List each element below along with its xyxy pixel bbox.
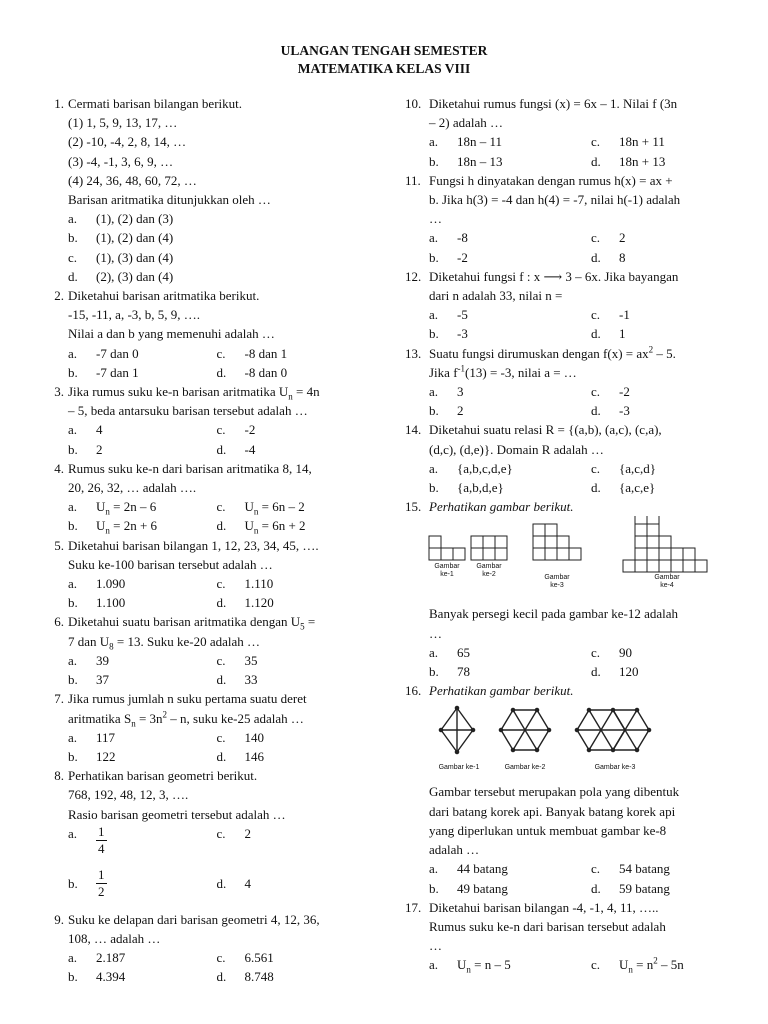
caption-gambar-3: Gambar ke-3 xyxy=(544,574,570,590)
option-c[interactable]: c. 90 xyxy=(591,644,632,660)
caption-gambar-2: Gambar ke-2 xyxy=(476,563,502,579)
option-b[interactable]: b. 2 xyxy=(429,403,464,419)
question-stem-cont: dari n adalah 33, nilai n = xyxy=(429,288,563,304)
question-number: 8. xyxy=(54,768,64,784)
option-c[interactable]: c. 1.110 xyxy=(216,576,274,592)
pattern-3 xyxy=(533,524,581,560)
option-c[interactable]: c. {a,c,d} xyxy=(591,460,657,476)
question-body-4: adalah … xyxy=(429,842,480,858)
question-5 xyxy=(40,536,365,613)
sequence: -15, -11, a, -3, b, 5, 9, …. xyxy=(68,307,201,323)
header-subtitle: MATEMATIKA KELAS VIII xyxy=(297,61,471,76)
option-a[interactable]: a. (1), (2) dan (3) xyxy=(68,211,174,227)
question-stem: Jika rumus suku ke-n barisan aritmatika $U_n = 4n$ xyxy=(68,384,320,402)
matchstick-pattern-svg xyxy=(429,704,659,762)
option-b[interactable]: b. 4.394 xyxy=(68,969,126,985)
option-c[interactable]: c. -1 xyxy=(591,307,630,323)
option-a[interactable]: a. 2.187 xyxy=(68,950,126,966)
option-a[interactable]: a. 18n – 11 xyxy=(429,134,503,150)
right-column xyxy=(405,94,753,975)
question-2 xyxy=(40,286,365,382)
question-stem: Diketahui suatu barisan aritmatika dengan $U_5$ = xyxy=(68,614,316,633)
option-c[interactable]: c. 35 xyxy=(216,652,258,668)
question-number: 16. xyxy=(405,683,422,699)
question-stem-cont: aritmatika $S_n = 3n^2 - n$, suku ke-25 adalah … xyxy=(68,709,304,729)
question-number: 6. xyxy=(54,614,64,630)
option-grid xyxy=(429,859,753,897)
option-a[interactable]: a. {a,b,c,d,e} xyxy=(429,460,513,476)
fraction: $\frac{1}{2}$ xyxy=(98,867,105,900)
question-stem: Diketahui barisan bilangan -4, -1, 4, 11, ….. xyxy=(429,899,659,915)
option-b[interactable]: b. 2 xyxy=(68,441,103,457)
header-title: ULANGAN TENGAH SEMESTER xyxy=(280,43,488,58)
square-pattern-figure xyxy=(427,516,717,604)
pattern-1 xyxy=(429,536,465,560)
option-b[interactable]: b. -7 dan 1 xyxy=(68,364,139,380)
option-b[interactable]: b. $\frac{1}{2}$ xyxy=(68,867,105,900)
option-b[interactable]: b. $U_n = 2n + 6$ xyxy=(68,518,158,537)
option-a[interactable]: a. -8 xyxy=(429,230,468,246)
option-grid xyxy=(68,497,365,535)
option-c[interactable]: c. -2 xyxy=(591,384,630,400)
option-d[interactable]: d. 8.748 xyxy=(216,969,274,985)
question-stem-cont: 20, 26, 32, … adalah …. xyxy=(68,480,197,496)
option-a[interactable]: a. $U_n = n - 5$ xyxy=(429,957,511,975)
option-c[interactable]: c. 6.561 xyxy=(216,950,274,966)
question-14 xyxy=(405,420,753,497)
sequence: 768, 192, 48, 12, 3, …. xyxy=(68,787,189,803)
option-grid xyxy=(68,574,365,612)
option-c[interactable]: c. -2 xyxy=(216,422,256,438)
option-b[interactable]: b. 49 batang xyxy=(429,880,508,896)
pattern-2 xyxy=(471,536,507,560)
question-number: 15. xyxy=(405,499,422,515)
option-d[interactable]: d. 146 xyxy=(216,748,264,764)
page-header xyxy=(0,42,768,78)
option-c[interactable]: c. 140 xyxy=(216,729,264,745)
question-body-2: dari batang korek api. Banyak batang korek api xyxy=(429,803,676,819)
option-d[interactable]: d. 1 xyxy=(591,326,626,342)
option-a[interactable]: a. 65 xyxy=(429,644,470,660)
question-ask: Rasio barisan geometri tersebut adalah … xyxy=(68,806,286,822)
question-stem: Perhatikan barisan geometri berikut. xyxy=(68,768,258,784)
option-grid xyxy=(429,228,753,266)
question-number: 4. xyxy=(54,460,64,476)
question-number: 5. xyxy=(54,537,64,553)
question-stem: Diketahui barisan aritmatika berikut. xyxy=(68,288,260,304)
option-d[interactable]: d. 18n + 13 xyxy=(591,153,666,169)
matchstick-pattern-2 xyxy=(499,709,550,752)
option-a[interactable]: a. 3 xyxy=(429,384,464,400)
question-12 xyxy=(405,267,753,344)
caption-gambar-1: Gambar ke-1 xyxy=(434,563,460,579)
caption-gambar-4: Gambar ke-4 xyxy=(654,574,680,590)
question-stem: Perhatikan gambar berikut. xyxy=(429,499,574,515)
sequence-4: (4) 24, 36, 48, 60, 72, … xyxy=(68,172,197,188)
option-grid xyxy=(429,382,753,420)
question-16 xyxy=(405,681,753,897)
option-grid xyxy=(68,824,365,904)
question-6 xyxy=(40,612,365,689)
option-d[interactable]: d. -8 dan 0 xyxy=(216,364,288,380)
question-stem-cont: – 2) adalah … xyxy=(429,115,504,131)
option-grid xyxy=(68,651,365,689)
question-number: 17. xyxy=(405,899,422,915)
question-number: 11. xyxy=(405,172,421,188)
caption-gambar-ke-2: Gambar ke-2 xyxy=(504,764,546,772)
option-b[interactable]: b. -2 xyxy=(429,249,468,265)
option-list xyxy=(68,209,365,286)
question-stem: Diketahui rumus fungsi (x) = 6x – 1. Nilai f (3n xyxy=(429,96,678,111)
question-number: 14. xyxy=(405,422,422,438)
question-number: 7. xyxy=(54,691,64,707)
question-stem-cont: Rumus suku ke-n dari barisan tersebut adalah xyxy=(429,918,666,934)
question-stem-end: … xyxy=(429,938,442,954)
question-number: 1. xyxy=(54,96,64,111)
option-b[interactable]: b. 78 xyxy=(429,664,470,680)
option-grid xyxy=(429,955,753,974)
option-d[interactable]: d. 59 batang xyxy=(591,880,670,896)
option-grid xyxy=(68,420,365,458)
option-b[interactable]: b. 18n – 13 xyxy=(429,153,503,169)
option-a[interactable]: a. 4 xyxy=(68,422,103,438)
option-d[interactable]: d. 8 xyxy=(591,249,626,265)
question-8 xyxy=(40,766,365,904)
option-a[interactable]: a. 39 xyxy=(68,652,109,668)
option-d[interactable]: d. -4 xyxy=(216,441,256,457)
option-a[interactable]: a. -5 xyxy=(429,307,468,323)
question-15 xyxy=(405,497,753,681)
question-7 xyxy=(40,689,365,766)
matchstick-pattern-figure xyxy=(429,700,659,776)
question-stem: Cermati barisan bilangan berikut. xyxy=(68,96,243,111)
question-number: 9. xyxy=(54,911,64,927)
question-stem-cont: – 5, beda antarsuku barisan tersebut adalah … xyxy=(68,403,308,419)
question-1 xyxy=(40,94,365,286)
option-b[interactable]: b. 37 xyxy=(68,672,109,688)
question-9 xyxy=(40,910,365,987)
question-17 xyxy=(405,898,753,975)
option-b[interactable]: b. -3 xyxy=(429,326,468,342)
option-a[interactable]: a. 44 batang xyxy=(429,861,508,877)
matchstick-pattern-1 xyxy=(439,707,474,754)
question-stem-cont: 7 dan $U_8 = 13$. Suku ke-20 adalah … xyxy=(68,633,261,652)
sequence-3: (3) -4, -1, 3, 6, 9, … xyxy=(68,153,174,169)
option-a[interactable]: a. $\frac{1}{4}$ xyxy=(68,824,217,864)
question-number: 3. xyxy=(54,384,64,400)
question-stem: Perhatikan gambar berikut. xyxy=(429,683,574,699)
option-d[interactable]: d. 1.120 xyxy=(216,595,274,611)
question-number: 2. xyxy=(54,288,64,304)
option-d[interactable]: d. {a,c,e} xyxy=(591,480,656,496)
option-d[interactable]: d. 120 xyxy=(591,664,639,680)
option-a[interactable]: a. 117 xyxy=(68,729,116,745)
option-grid xyxy=(429,643,753,681)
question-ask: Barisan aritmatika ditunjukkan oleh … xyxy=(68,192,271,208)
question-stem: Suatu fungsi dirumuskan dengan $f(x) = ax^2 - 5$. xyxy=(429,344,676,361)
option-d[interactable]: d. 33 xyxy=(216,672,258,688)
option-d[interactable]: d. $U_n = 6n + 2$ xyxy=(216,518,306,537)
option-grid xyxy=(68,728,365,766)
fraction: $\frac{1}{4}$ xyxy=(98,823,105,856)
option-d[interactable]: d. (2), (3) dan (4) xyxy=(68,268,174,284)
option-c[interactable]: c. 2 xyxy=(216,825,251,841)
option-c[interactable]: c. 54 batang xyxy=(591,861,670,877)
question-number: 13. xyxy=(405,345,422,361)
matchstick-pattern-3 xyxy=(575,709,650,752)
option-d[interactable]: d. -3 xyxy=(591,403,630,419)
question-13 xyxy=(405,344,753,421)
option-c[interactable]: c. -8 dan 1 xyxy=(216,345,288,361)
question-stem: Rumus suku ke-n dari barisan aritmatika 8, 14, xyxy=(68,460,312,476)
option-grid xyxy=(68,948,365,986)
option-a[interactable]: a. 1.090 xyxy=(68,576,126,592)
option-grid xyxy=(429,305,753,343)
question-stem-cont: 108, … adalah … xyxy=(68,930,161,946)
left-column xyxy=(40,94,365,987)
question-stem-end: … xyxy=(429,211,442,227)
option-c[interactable]: c. $U_n = n^2 - 5n$ xyxy=(591,955,684,975)
caption-gambar-ke-3: Gambar ke-3 xyxy=(594,764,636,772)
question-stem: Suku ke delapan dari barisan geometri 4, 12, 36, xyxy=(68,911,320,927)
option-b[interactable]: b. {a,b,d,e} xyxy=(429,480,504,496)
question-11 xyxy=(405,171,753,267)
question-number: 10. xyxy=(405,96,422,111)
option-grid xyxy=(68,344,365,382)
option-c[interactable]: c. 2 xyxy=(591,230,626,246)
pattern-4 xyxy=(623,516,707,572)
question-ask: Nilai a dan b yang memenuhi adalah … xyxy=(68,326,275,342)
option-b[interactable]: b. (1), (2) dan (4) xyxy=(68,230,174,246)
question-stem-cont: Suku ke-100 barisan tersebut adalah … xyxy=(68,556,273,572)
caption-gambar-ke-1: Gambar ke-1 xyxy=(438,764,480,772)
question-number: 12. xyxy=(405,268,422,284)
question-10 xyxy=(405,94,753,171)
question-stem-cont: b. Jika h(3) = -4 dan h(4) = -7, nilai h(-1) adalah xyxy=(429,192,681,208)
option-grid xyxy=(429,132,753,170)
question-ask-end: … xyxy=(429,625,442,641)
question-stem: Diketahui suatu relasi R = {(a,b), (a,c), (c,a), xyxy=(429,422,662,438)
question-stem: Diketahui barisan bilangan 1, 12, 23, 34, 45, …. xyxy=(68,537,319,553)
question-body-3: yang diperlukan untuk membuat gambar ke-8 xyxy=(429,822,667,838)
option-c[interactable]: c. 18n + 11 xyxy=(591,134,665,150)
option-c[interactable]: c. $U_n = 6n - 2$ xyxy=(216,499,305,517)
question-stem-cont: Jika $f^{-1}(13) = -3$, nilai a = … xyxy=(429,363,577,380)
option-b[interactable]: b. 122 xyxy=(68,748,116,764)
question-3 xyxy=(40,382,365,459)
sequence-1: (1) 1, 5, 9, 13, 17, … xyxy=(68,115,178,131)
question-stem: Fungsi h dinyatakan dengan rumus h(x) = ax + xyxy=(429,172,673,188)
question-ask: Banyak persegi kecil pada gambar ke-12 adalah xyxy=(429,606,679,622)
option-a[interactable]: a. -7 dan 0 xyxy=(68,345,139,361)
option-grid xyxy=(429,459,753,497)
option-d[interactable]: d. 4 xyxy=(216,876,251,892)
option-a[interactable]: a. $U_n = 2n - 6$ xyxy=(68,499,157,517)
option-c[interactable]: c. (1), (3) dan (4) xyxy=(68,249,174,265)
sequence-2: (2) -10, -4, 2, 8, 14, … xyxy=(68,134,187,150)
question-stem: Diketahui fungsi f : x ⟶ 3 – 6x. Jika bayangan xyxy=(429,268,679,284)
question-body-1: Gambar tersebut merupakan pola yang dibentuk xyxy=(429,784,680,800)
option-b[interactable]: b. 1.100 xyxy=(68,595,126,611)
question-4 xyxy=(40,459,365,536)
question-stem: Jika rumus jumlah n suku pertama suatu deret xyxy=(68,691,307,707)
question-stem-cont: (d,c), (d,e)}. Domain R adalah … xyxy=(429,441,604,457)
